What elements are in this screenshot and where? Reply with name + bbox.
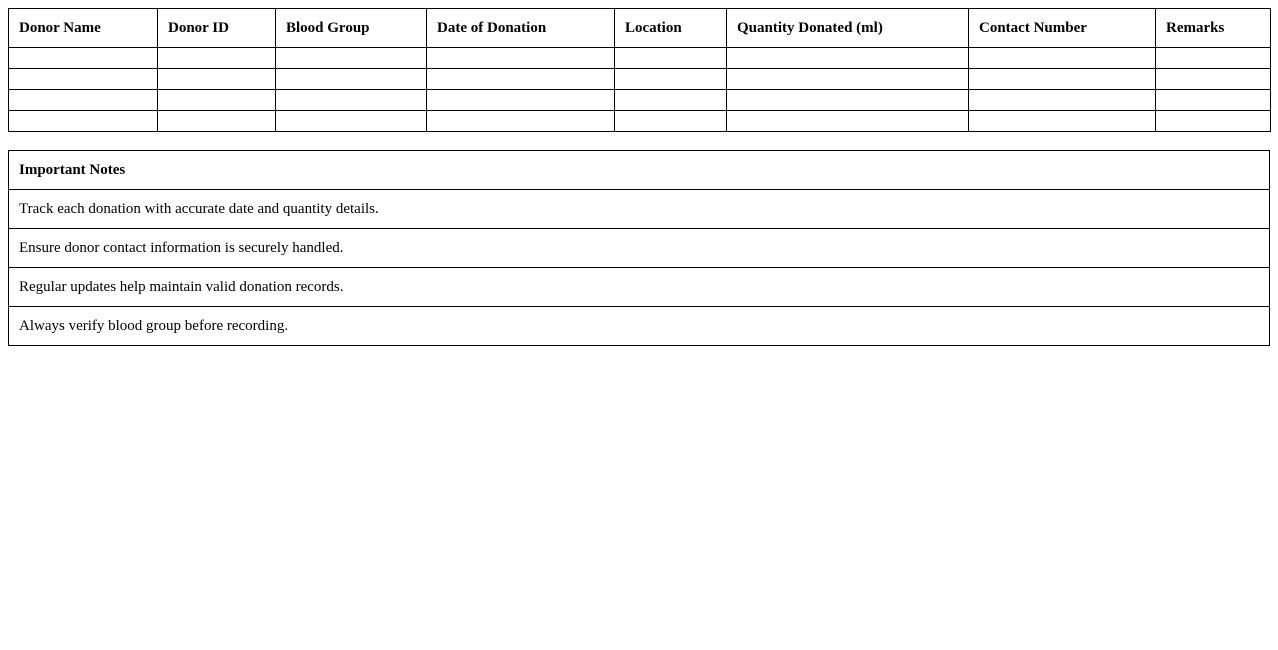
table-cell[interactable] [969,48,1156,69]
table-cell[interactable] [276,48,427,69]
table-cell[interactable] [158,69,276,90]
table-cell[interactable] [1156,90,1271,111]
donor-table [8,8,1271,132]
list-item [9,307,1270,346]
table-cell[interactable] [727,69,969,90]
table-row [9,69,1271,90]
table-cell[interactable] [1156,48,1271,69]
table-cell[interactable] [9,69,158,90]
table-cell[interactable] [727,111,969,132]
list-item [9,229,1270,268]
table-cell[interactable] [1156,111,1271,132]
table-cell[interactable] [969,69,1156,90]
table-cell[interactable] [9,111,158,132]
note-text: Track each donation with accurate date and quantity details. [9,190,1270,229]
notes-table [8,150,1270,346]
table-cell[interactable] [158,111,276,132]
header-contact-number: Contact Number [969,9,1156,48]
table-row [9,48,1271,69]
header-donor-name: Donor Name [9,9,158,48]
table-cell[interactable] [276,111,427,132]
header-location: Location [615,9,727,48]
header-date-of-donation: Date of Donation [427,9,615,48]
note-text: Always verify blood group before recording. [9,307,1270,346]
list-item [9,268,1270,307]
page-content [8,8,1270,346]
table-cell[interactable] [276,69,427,90]
header-quantity-donated: Quantity Donated (ml) [727,9,969,48]
table-header-row [9,9,1271,48]
table-cell[interactable] [615,69,727,90]
notes-title: Important Notes [9,151,1270,190]
table-cell[interactable] [727,48,969,69]
note-text: Ensure donor contact information is securely handled. [9,229,1270,268]
table-cell[interactable] [158,90,276,111]
table-cell[interactable] [427,69,615,90]
table-cell[interactable] [969,111,1156,132]
header-blood-group: Blood Group [276,9,427,48]
table-cell[interactable] [615,111,727,132]
list-item [9,190,1270,229]
table-cell[interactable] [427,90,615,111]
table-cell[interactable] [9,90,158,111]
table-cell[interactable] [615,48,727,69]
table-cell[interactable] [158,48,276,69]
table-cell[interactable] [276,90,427,111]
table-row [9,90,1271,111]
notes-header-row [9,151,1270,190]
table-cell[interactable] [727,90,969,111]
table-cell[interactable] [1156,69,1271,90]
table-cell[interactable] [969,90,1156,111]
table-cell[interactable] [427,48,615,69]
note-text: Regular updates help maintain valid donation records. [9,268,1270,307]
table-cell[interactable] [427,111,615,132]
header-remarks: Remarks [1156,9,1271,48]
table-cell[interactable] [615,90,727,111]
table-row [9,111,1271,132]
header-donor-id: Donor ID [158,9,276,48]
table-cell[interactable] [9,48,158,69]
